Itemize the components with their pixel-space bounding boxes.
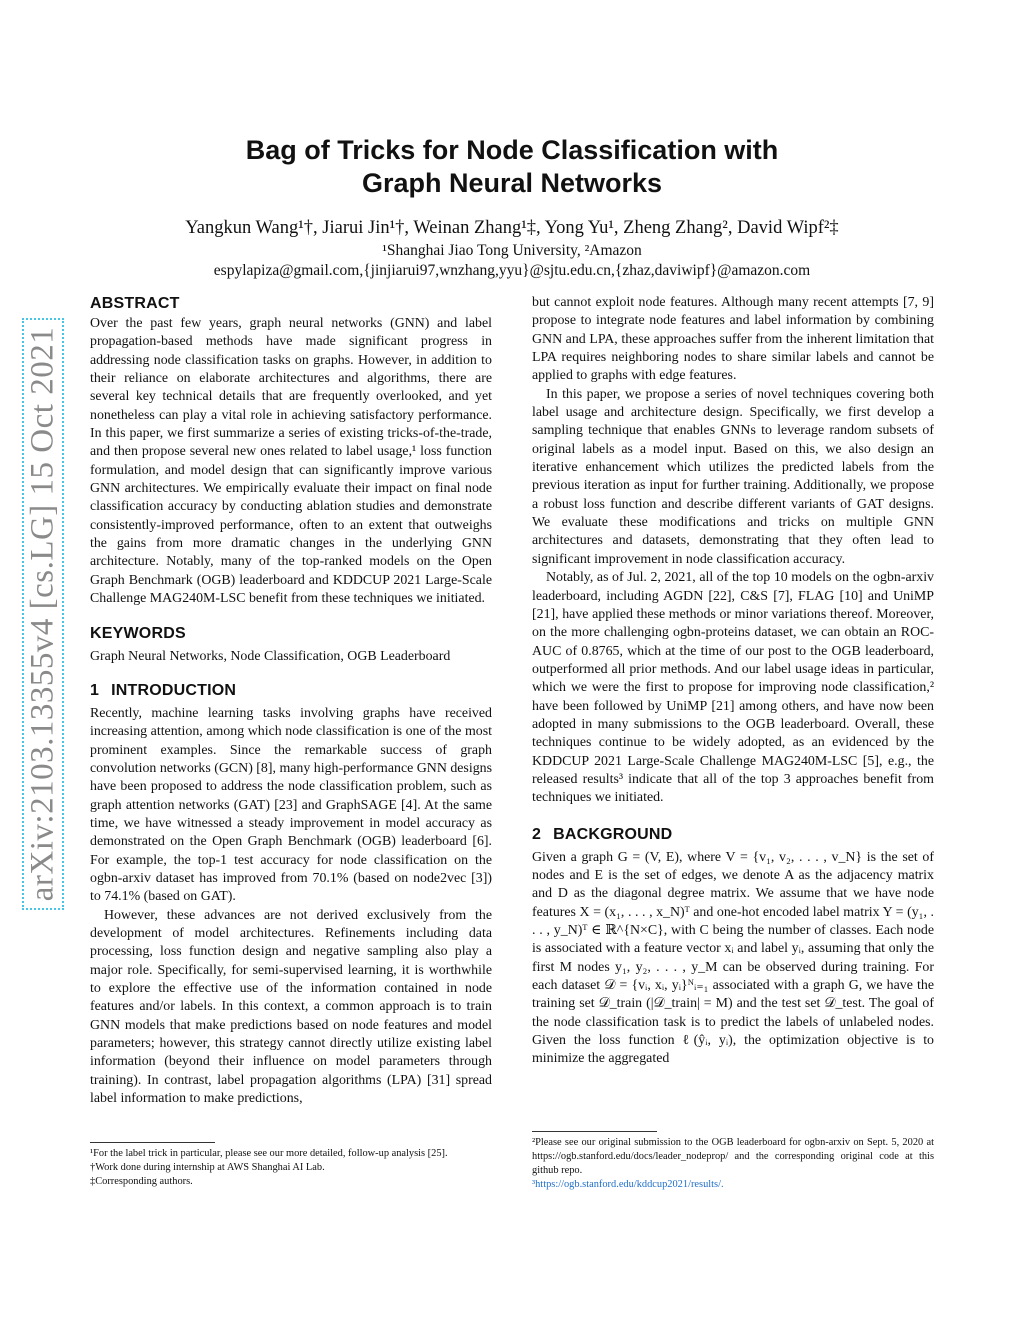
background-paragraph: Given a graph G = (V, E), where V = {v₁, v₂, . . . , v_N} is the set of nodes and E is the set of edges, we denote A as the adjacency matrix and D as the diagonal degree matrix. We assume that we have node features X = (x₁, . . . , x_N)ᵀ and one-hot encoded label matrix Y = (y₁, . . . , y_N)ᵀ ∈ ℝ^{N×C}, with C being the number of classes. Each node is associated with a feature vector xᵢ and label yᵢ, assuming that only the first M nodes y₁, y₂, . . . , y_M can be observed during training. For each dataset 𝒟 = {vᵢ, xᵢ, yᵢ}ᴺᵢ₌₁ associated with a graph G, we have the training set 𝒟_train (|𝒟_train| = M) and the test set 𝒟_test. The goal of the node classification task is to predict the labels of unlabeled nodes. Given the loss function ℓ(ŷᵢ, yᵢ), the optimization objective is to minimize the aggregated (532, 849, 934, 1067)
intro-paragraph-2: However, these advances are not derived exclusively from the development of model architectures. Refinements including data processing, loss function design and negative sampling also play a major role. Specifically, for semi-supervised learning, it is worthwhile to explore the effective use of the information contained in node features and/or labels. In this context, a common approach is to train GNN models that make predictions based on node features and model parameters; however, this strategy cannot directly utilize existing label information (beyond their influence on model parameters through training). In contrast, label propagation algorithms (LPA) [31] spread label information to make predictions, (90, 907, 492, 1107)
left-footnotes (90, 1142, 492, 1189)
footnote-dagger: †Work done during internship at AWS Shanghai AI Lab. (90, 1162, 325, 1173)
section-number: 2 (532, 825, 542, 843)
footnote-rule (90, 1142, 215, 1143)
intro-paragraph-1: Recently, machine learning tasks involving graphs have received increasing attention, among which node classification is one of the most prominent examples. Since the remarkable success of graph convolution networks (GCN) [8], many high-performance GNN designs have been proposed to address the node classification problem, such as graph attention networks (GAT) [23] and GraphSAGE [4]. At the same time, we have witnessed a steady improvement in model accuracy as demonstrated on the Open Graph Benchmark (OGB) leaderboard [6]. For example, the top-1 test accuracy for node classification on the ogbn-arxiv dataset has improved from 70.1% (based on node2vec [3]) to 74.1% (based on GAT). (90, 705, 492, 905)
background-heading (532, 824, 934, 846)
paper-title (0, 134, 1024, 200)
author-emails: espylapiza@gmail.com,{jinjiarui97,wnzhang,yyu}@sjtu.edu.cn,{zhaz,daviwipf}@amazon.com (213, 262, 811, 279)
intro-paragraph-4: In this paper, we propose a series of novel techniques covering both label usage and architecture design. Specifically, we first develop a sampling technique that enables GNNs to leverage random subsets of original labels as a model input. Based on this, we also design an iterative enhancement which utilizes the predicted labels from the previous iteration as input for further training. Additionally, we propose a robust loss function and describe different variants of GAT designs. We evaluate these modifications and tricks on multiple GNN architectures and datasets, demonstrating that they often lead to significant improvement in node classification accuracy. (532, 386, 934, 567)
title-line-1: Bag of Tricks for Node Classification with (245, 135, 779, 165)
arxiv-identifier-text: arXiv:2103.13355v4 [cs.LG] 15 Oct 2021 (24, 326, 61, 902)
left-column (90, 293, 492, 1108)
abstract-text: Over the past few years, graph neural networks (GNN) and label propagation-based methods have made significant progress in addressing node classification tasks on graphs. However, in addition to their reliance on elaborate architectures and algorithms, there are several key technical details that are frequently overlooked, and yet nonetheless can play a vital role in achieving satisfactory performance. In this paper, we first summarize a series of existing tricks-of-the-trade, and then propose several new ones related to label usage,¹ loss function formulation, and model design that can significantly improve various GNN architectures. We empirically evaluate their impact on final node classification accuracy by conducting ablation studies and demonstrate consistently-improved performance, often to an extent that outweighs the gains from more dramatic changes in the underlying GNN architecture. Notably, many of the top-ranked models on the Open Graph Benchmark (OGB) leaderboard and KDDCUP 2021 Large-Scale Challenge MAG240M-LSC benefit from these techniques we initiated. (90, 316, 492, 607)
right-footnotes (532, 1131, 934, 1192)
title-line-2: Graph Neural Networks (361, 168, 663, 198)
intro-paragraph-5: Notably, as of Jul. 2, 2021, all of the top 10 models on the ogbn-arxiv leaderboard, including AGDN [22], C&S [7], FLAG [10] and UniMP [21], have applied these methods or minor variations thereof. Moreover, on the more challenging ogbn-proteins dataset, we can obtain an ROC-AUC of 0.8765, which at the time of our post to the OGB leaderboard, outperformed all prior methods. And our label usage ideas in particular, which we were the first to propose for improving node classification,² have been followed by UniMP [21] among others, and have now been adopted in many submissions to the OGB leaderboard. Overall, these techniques continue to be widely adopted, as an evidenced by the KDDCUP 2021 Large-Scale Challenge MAG240M-LSC [5], e.g., the released results³ indicate that all of the top 3 approaches benefit from techniques we initiated. (532, 570, 934, 806)
keywords-text: Graph Neural Networks, Node Classification, OGB Leaderboard (90, 648, 451, 664)
affiliations: ¹Shanghai Jiao Tong University, ²Amazon (382, 242, 642, 259)
arxiv-identifier-stamp (22, 318, 64, 910)
section-title: BACKGROUND (553, 825, 673, 843)
footnote-1: ¹For the label trick in particular, please see our more detailed, follow-up analysis [25]. (90, 1148, 448, 1159)
footnote-double-dagger: ‡Corresponding authors. (90, 1176, 193, 1187)
keywords-heading: KEYWORDS (90, 624, 186, 642)
intro-paragraph-3: but cannot exploit node features. Although many recent attempts [7, 9] propose to integrate node features and label information by combining GNN and LPA, these approaches suffer from the inherent limitation that LPA requires neighboring nodes to share similar labels and cannot be applied to graphs with edge features. (532, 295, 934, 384)
footnote-2: ²Please see our original submission to the OGB leaderboard for ogbn-arxiv on Sept. 5, 2020 at https://ogb.stanford.edu/docs/leader_nodeprop/ and the corresponding original code at this github repo. (532, 1137, 934, 1176)
section-number: 1 (90, 681, 100, 699)
footnote-rule (532, 1131, 657, 1132)
introduction-heading (90, 680, 492, 702)
footnote-3[interactable]: ³https://ogb.stanford.edu/kddcup2021/results/. (532, 1179, 724, 1190)
author-list: Yangkun Wang¹†, Jiarui Jin¹†, Weinan Zhang¹‡, Yong Yu¹, Zheng Zhang², David Wipf²‡ (185, 218, 839, 238)
right-column (532, 294, 934, 1069)
abstract-heading: ABSTRACT (90, 295, 180, 312)
section-title: INTRODUCTION (111, 681, 237, 699)
